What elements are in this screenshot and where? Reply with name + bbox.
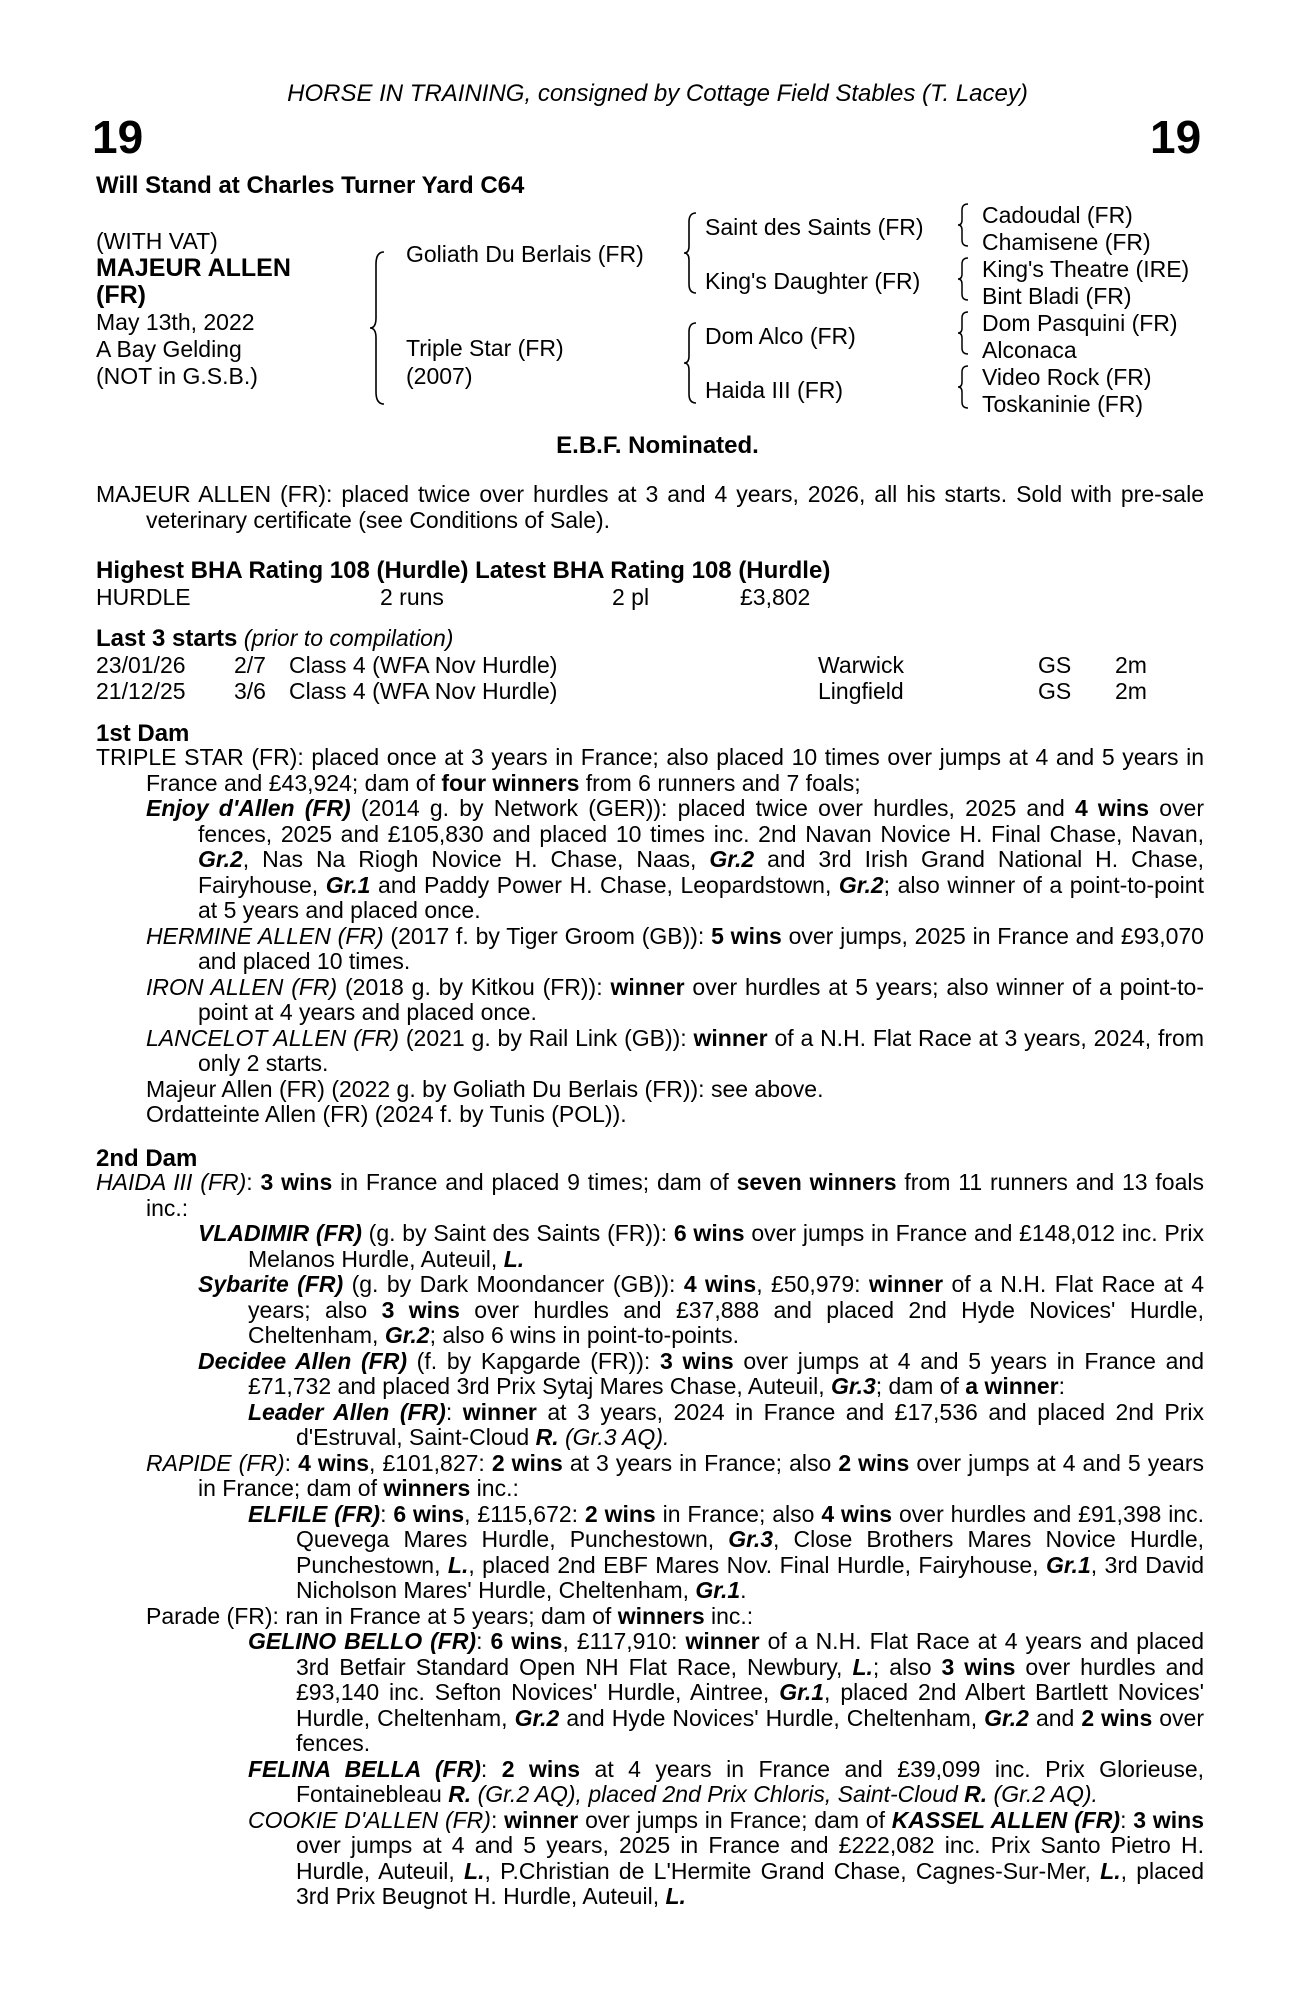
produce-hermine-allen: HERMINE ALLEN (FR) (2017 f. by Tiger Groom (GB)): 5 wins over jumps, 2025 in France and £93,070 and placed 10 times. <box>146 922 1204 974</box>
produce-felina-bella: FELINA BELLA (FR): 2 wins at 4 years in France and £39,099 inc. Prix Glorieuse, Fontainebleau R. (Gr.2 AQ), placed 2nd Prix Chloris, Saint-Cloud R. (Gr.2 AQ). <box>248 1755 1205 1807</box>
vat-note: (WITH VAT) <box>96 228 218 254</box>
ebf-nomination: E.B.F. Nominated. <box>556 432 759 459</box>
last-starts-heading: Last 3 starts <box>96 625 238 652</box>
pedigree-g7: Video Rock (FR) <box>982 364 1152 390</box>
produce-iron-allen: IRON ALLEN (FR) (2018 g. by Kitkou (FR)): winner over hurdles at 5 years; also winner of a point-to-point at 4 years and placed once. <box>146 973 1204 1025</box>
start-date: 23/01/26 <box>96 652 186 678</box>
first-dam-record: TRIPLE STAR (FR): placed once at 3 years in France; also placed 10 times over jumps at 4 and 5 years in France and £43,924; dam of four winners from 6 runners and 7 foals; <box>96 744 1204 796</box>
start-going: GS <box>1038 652 1072 678</box>
pedigree-brace-g1 <box>956 202 972 248</box>
start-date: 21/12/25 <box>96 678 186 704</box>
produce-parade: Parade (FR): ran in France at 5 years; dam of winners inc.: <box>146 1602 754 1629</box>
produce-enjoy-dallen: Enjoy d'Allen (FR) (2014 g. by Network (GER)): placed twice over hurdles, 2025 and 4 wins over fences, 2025 and £105,830 and placed 10 times inc. 2nd Navan Novice H. Final Chase, Navan, Gr.2, Nas Na Riogh Novice H. Chase, Naas, Gr.2 and 3rd Irish Grand National H. Chase, Fairyhouse, Gr.1 and Paddy Power H. Chase, Leopardstown, Gr.2; also winner of a point-to-point at 5 years and placed once. <box>146 795 1205 923</box>
pedigree-g8: Toskaninie (FR) <box>982 391 1144 417</box>
second-dam-section <box>96 1170 1204 1910</box>
pedigree-dam-year: (2007) <box>406 363 473 389</box>
start-position: 3/6 <box>234 678 266 704</box>
last-starts-note: (prior to compilation) <box>243 625 454 651</box>
produce-majeur-allen: Majeur Allen (FR) (2022 g. by Goliath Du Berlais (FR)): see above. <box>146 1075 824 1102</box>
produce-decidee-allen: Decidee Allen (FR) (f. by Kapgarde (FR)): 3 wins over jumps at 4 and 5 years in France and £71,732 and placed 3rd Prix Sytaj Mares Chase, Auteuil, Gr.3; dam of a winner: <box>198 1347 1204 1399</box>
produce-elfile: ELFILE (FR): 6 wins, £115,672: 2 wins in France; also 4 wins over hurdles and £91,398 inc. Quevega Mares Hurdle, Punchestown, Gr.3, Close Brothers Mares Novice Hurdle, Punchestown, L., placed 2nd EBF Mares Nov. Final Hurdle, Fairyhouse, Gr.1, 3rd David Nicholson Mares' Hurdle, Cheltenham, Gr.1. <box>248 1500 1205 1603</box>
register-note: (NOT in G.S.B.) <box>96 363 258 389</box>
start-going: GS <box>1038 678 1072 704</box>
horse-description: A Bay Gelding <box>96 336 242 362</box>
rating-runs: 2 runs <box>380 584 444 610</box>
start-position: 2/7 <box>234 652 266 678</box>
pedigree-sire: Goliath Du Berlais (FR) <box>406 241 644 267</box>
lot-number-left: 19 <box>92 111 144 163</box>
start-distance: 2m <box>1115 678 1147 704</box>
horse-name: MAJEUR ALLEN <box>96 254 291 282</box>
pedigree-g1: Cadoudal (FR) <box>982 202 1133 228</box>
last-starts-header <box>96 625 453 653</box>
produce-sybarite: Sybarite (FR) (g. by Dark Moondancer (GB)): 4 wins, £50,979: winner of a N.H. Flat Race at 4 years; also 3 wins over hurdles and £37,888 and placed 2nd Hyde Novices' Hurdle, Cheltenham, Gr.2; also 6 wins in point-to-points. <box>198 1271 1204 1348</box>
pedigree-brace-main <box>368 248 388 408</box>
horse-info <box>96 228 291 390</box>
pedigree-g3: King's Theatre (IRE) <box>982 256 1190 282</box>
foaling-date: May 13th, 2022 <box>96 309 255 335</box>
start-course: Lingfield <box>818 678 904 704</box>
produce-cookie-dallen: COOKIE D'ALLEN (FR): winner over jumps in France; dam of KASSEL ALLEN (FR): 3 wins over jumps at 4 and 5 years, 2025 in France and £222,082 inc. Prix Santo Pietro H. Hurdle, Auteuil, L., P.Christian de L'Hermite Grand Chase, Cagnes-Sur-Mer, L., placed 3rd Prix Beugnot H. Hurdle, Auteuil, L. <box>248 1806 1204 1909</box>
second-dam-record: HAIDA III (FR): 3 wins in France and placed 9 times; dam of seven winners from 11 runners and 13 foals inc.: <box>96 1169 1205 1221</box>
start-course: Warwick <box>818 652 905 678</box>
pedigree-g6: Alconaca <box>982 337 1077 363</box>
second-dam-heading: 2nd Dam <box>96 1145 198 1172</box>
rating-placed: 2 pl <box>612 584 650 610</box>
pedigree-brace-g4 <box>956 364 972 410</box>
produce-gelino-bello: GELINO BELLO (FR): 6 wins, £117,910: winner of a N.H. Flat Race at 4 years and placed 3rd Betfair Standard Open NH Flat Race, Newbury, L.; also 3 wins over hurdles and £93,140 inc. Sefton Novices' Hurdle, Aintree, Gr.1, placed 2nd Albert Bartlett Novices' Hurdle, Cheltenham, Gr.2 and Hyde Novices' Hurdle, Cheltenham, Gr.2 and 2 wins over fences. <box>248 1628 1204 1756</box>
start-distance: 2m <box>1115 652 1147 678</box>
pedigree-brace-dam <box>682 320 700 406</box>
stand-location: Will Stand at Charles Turner Yard C64 <box>96 172 525 199</box>
pedigree-dam-sire: Dom Alco (FR) <box>705 323 856 349</box>
rating-headline: Highest BHA Rating 108 (Hurdle) Latest BHA Rating 108 (Hurdle) <box>96 557 831 584</box>
produce-lancelot-allen: LANCELOT ALLEN (FR) (2021 g. by Rail Link (GB)): winner of a N.H. Flat Race at 3 years, 2024, from only 2 starts. <box>146 1024 1204 1076</box>
first-dam-section <box>96 745 1204 1128</box>
rating-earnings: £3,802 <box>740 584 811 610</box>
start-race: Class 4 (WFA Nov Hurdle) <box>289 652 558 678</box>
pedigree-brace-sire <box>682 210 700 296</box>
pedigree-dam: Triple Star (FR) <box>406 335 564 361</box>
pedigree-brace-g3 <box>956 310 972 356</box>
produce-leader-allen: Leader Allen (FR): winner at 3 years, 2024 in France and £17,536 and placed 2nd Prix d'Estruval, Saint-Cloud R. (Gr.3 AQ). <box>248 1398 1205 1450</box>
pedigree-dam-dam: Haida III (FR) <box>705 377 844 403</box>
pedigree-g5: Dom Pasquini (FR) <box>982 310 1178 336</box>
pedigree-sire-sire: Saint des Saints (FR) <box>705 214 924 240</box>
start-race: Class 4 (WFA Nov Hurdle) <box>289 678 558 704</box>
consignor-line: HORSE IN TRAINING, consigned by Cottage Field Stables (T. Lacey) <box>287 80 1028 107</box>
rating-category: HURDLE <box>96 584 191 610</box>
lot-number-right: 19 <box>1150 111 1202 163</box>
horse-name-suffix: (FR) <box>96 281 146 309</box>
pedigree-g4: Bint Bladi (FR) <box>982 283 1132 309</box>
produce-ordatteinte-allen: Ordatteinte Allen (FR) (2024 f. by Tunis (POL)). <box>146 1101 627 1127</box>
summary-text: MAJEUR ALLEN (FR): placed twice over hurdles at 3 and 4 years, 2026, all his starts. Sold with pre-sale veterinary certificate (see Conditions of Sale). <box>96 481 1204 533</box>
summary <box>96 482 1204 533</box>
pedigree-g2: Chamisene (FR) <box>982 229 1151 255</box>
pedigree-brace-g2 <box>956 256 972 302</box>
first-dam-heading: 1st Dam <box>96 720 190 747</box>
produce-rapide: RAPIDE (FR): 4 wins, £101,827: 2 wins at 3 years in France; also 2 wins over jumps at 4 and 5 years in France; dam of winners inc.: <box>146 1449 1205 1501</box>
produce-vladimir: VLADIMIR (FR) (g. by Saint des Saints (FR)): 6 wins over jumps in France and £148,012 inc. Prix Melanos Hurdle, Auteuil, L. <box>198 1220 1204 1272</box>
pedigree-sire-dam: King's Daughter (FR) <box>705 268 921 294</box>
